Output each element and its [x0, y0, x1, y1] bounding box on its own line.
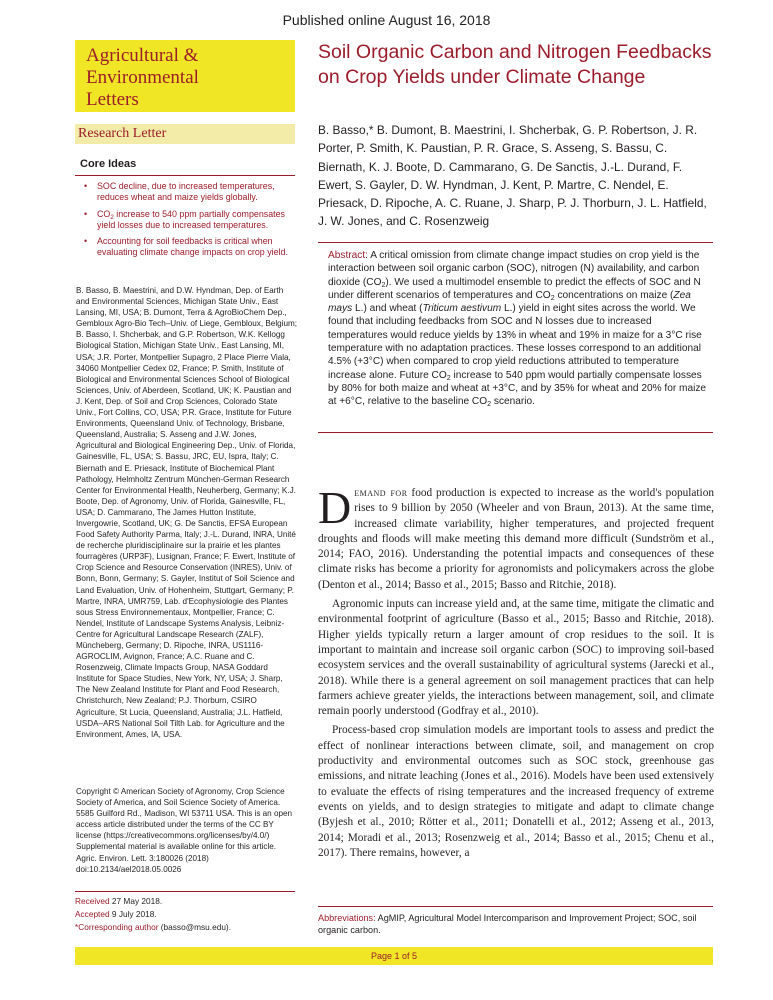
accepted-date: Accepted 9 July 2018. — [75, 909, 157, 919]
published-online-line: Published online August 16, 2018 — [282, 12, 491, 28]
page-number: Page 1 of 5 — [370, 951, 418, 961]
article-title: Soil Organic Carbon and Nitrogen Feedbacks on Crop Yields under Climate Change — [318, 41, 712, 88]
copyright-block — [76, 786, 298, 875]
supplemental-note: Supplemental material is available online for this article. — [76, 842, 277, 852]
copyright-text: Copyright © American Society of Agronomy, Crop Science Society of America, and Soil Science Society of America. 5585 Guilford Rd., Madison, WI 53711 USA. This is an open access article distributed under the terms of the CC BY license (https://creativecommons.org/licenses/by/4.0/) — [76, 787, 293, 841]
abstract-bottom-rule — [318, 432, 713, 433]
core-ideas-list — [84, 181, 296, 264]
drop-cap: D — [318, 482, 352, 533]
core-idea-item: • Accounting for soil feedbacks is critical when evaluating climate change impacts on crop yield. — [84, 236, 288, 258]
author-affiliations: B. Basso, B. Maestrini, and D.W. Hyndman, Dep. of Earth and Environmental Sciences, Michigan State Univ., East Lansing, MI, USA; B. Dumont, Terra & AgroBioChem Dep., Gembloux Agro-Bio Tech–Univ. of Liege, Gembloux, Belgium; B. Basso, I. Shcherbak, and G.P. Robertson, W.K. Kellogg Biological Station, Michigan State Univ., East Lansing, MI, USA; J.R. Porter, Montpellier Supagro, 2 Place Pierre Viala, 34060 Montpellier Cedex 02, France; P. Smith, Institute of Biological and Environmental Sciences School of Biological Sciences, Univ. of Aberdeen, Scotland, UK; K. Paustian and J. Kent, Dep. of Soil and Crop Sciences, Colorado State Univ., Fort Collins, CO, USA; P.R. Grace, Institute for Future Environments, Queensland Univ. of Technology, Brisbane, Queensland, Australia; S. Asseng and J.W. Jones, Agricultural and Biological Engineering Dep., Univ. of Florida, Gainesville, FL, USA; S. Bassu, JRC, EU, Ispra, Italy; C. Biernath and E. Priesack, Institute of Biochemical Plant Pathology, Helmholtz Zentrum München-German Research Center for Environmental Health, Neuherberg, Germany; K.J. Boote, Dep. of Agronomy, Univ. of Florida, Gainesville, FL, USA; D. Cammarano, The James Hutton Institute, Invergowrie, Scotland, UK; G. De Sanctis, EFSA European Food Safety Authority Parma, Italy; J.-L. Durand, INRA, Unité de recherche pluridisciplinaire sur la prairie et les plantes fourragères (URP3F), Lusignan, France; F. Ewert, Institute of Crop Science and Resource Conservation (INRES), Univ. of Bonn, Bonn, Germany; S. Gayler, Institut of Soil Science and Land Evaluation, Univ. of Hohenheim, Stuttgart, Germany; P. Martre, INRA, UMR759, Lab. d'Ecophysiologie des Plantes sous Stress Environnementaux, Montpellier, France; C. Nendel, Institute of Landscape Systems Analysis, Leibniz-Centre for Agricultural Landscape Research (ZALF), Müncheberg, Germany; D. Ripoche, INRA, US1116-AGROCLIM, Avignon, France; A.C. Ruane and C. Rosenzweig, Climate Impacts Group, NASA Goddard Institute for Space Studies, New York, NY, USA; J. Sharp, The New Zealand Institute for Plant and Food Research, Christchurch, New Zealand; P.J. Thorburn, CSIRO Agriculture, St Lucia, Queensland, Australia; J.L. Hatfield, USDA–ARS National Soil Tilth Lab. for Agriculture and the Environment, Ames, IA, USA. — [76, 286, 297, 739]
abstract: Abstract: A critical omission from climate change impact studies on crop yield is the interaction between soil organic carbon (SOC), nitrogen (N) availability, and carbon dioxide $(CO_2)$. We used a multimodel ensemble to predict the effects of SOC and N under different scenarios of temperatures and $CO_2$ concentrations on maize (Zea mays L.) and wheat (Triticum aestivum L.) yield in eight sites across the world. We found that including feedbacks from SOC and N losses due to increased temperatures would reduce yields by 13% in wheat and 19% in maize for a 3°C rise temperature with no adaptation practices. These losses correspond to an additional 4.5% (+3°C) when compared to crop yield reductions attributed to temperature increase alone. Future $CO_2$ increase to 540 ppm would partially compensate losses by 80% for both maize and wheat at +3°C, and by 35% for wheat and 20% for maize at +6°C, relative to the baseline $CO_2$ scenario. — [328, 250, 707, 409]
bullet-icon: • — [84, 208, 88, 219]
journal-name-line3: Letters — [86, 89, 139, 110]
dates-block — [75, 895, 305, 934]
body-paragraph: Process-based crop simulation models are important tools to assess and predict the effect of nonlinear interactions between climate, soil, and management on crop productivity and environmental outcomes such as SOC stock, greenhouse gas emissions, and nitrate leaching (Jones et al., 2016). Models have been used extensively to evaluate the effects of rising temperatures and the increased frequency of extreme events on yields, and to design strategies to mitigate and adapt to climate change (Byjesh et al., 2010; Rötter et al., 2011; Donatelli et al., 2012; Asseng et al., 2013, 2014; Moradi et al., 2013; Rosenzweig et al., 2014; Basso et al., 2015; Chenu et al., 2017). There remains, however, a — [318, 724, 714, 859]
dates-divider — [75, 891, 295, 892]
doi: doi:10.2134/ael2018.05.0026 — [76, 864, 182, 874]
core-idea-item: • $CO_2$ increase to 540 ppm partially compensates yield losses due to increased temperatures. — [84, 208, 285, 230]
core-ideas-heading: Core Ideas — [80, 158, 137, 170]
abstract-top-rule — [318, 242, 713, 243]
author-list: B. Basso,* B. Dumont, B. Maestrini, I. Shcherbak, G. P. Robertson, J. R. Porter, P. Smith, K. Paustian, P. R. Grace, S. Asseng, S. Bassu, C. Biernath, K. J. Boote, D. Cammarano, G. De Sanctis, J.-L. Durand, F. Ewert, S. Gayler, D. W. Hyndman, J. Kent, P. Martre, C. Nendel, E. Priesack, D. Ripoche, A. C. Ruane, J. Sharp, P. J. Thorburn, J. L. Hatfield, J. W. Jones, and C. Rosenzweig — [318, 123, 707, 229]
body-text — [318, 482, 714, 865]
bullet-icon: • — [84, 181, 88, 191]
journal-name-box — [75, 40, 295, 112]
abbreviations: Abbreviations: AgMIP, Agricultural Model Intercomparison and Improvement Project; SOC, soil organic carbon. — [318, 913, 697, 935]
core-idea-item: • SOC decline, due to increased temperatures, reduces wheat and maize yields globally. — [84, 181, 275, 203]
body-paragraph: Demand for food production is expected to increase as the world's population rises to 9 billion by 2050 (Wheeler and von Braun, 2013). At the same time, increased climate variability, higher temperatures, and projected frequent droughts and floods will make meeting this demand more difficult (Sundström et al., 2014; FAO, 2016). Understanding the potential impacts and consequences of these climate risks has become a priority for agronomists and policymakers across the globe (Denton et al., 2014; Basso et al., 2015; Basso and Ritchie, 2018). — [318, 482, 714, 591]
body-paragraph: Agronomic inputs can increase yield and, at the same time, mitigate the climatic and environmental footprint of agriculture (Basso et al., 2015; Basso and Ritchie, 2018). Higher yields typically return a larger amount of crop residues to the soil. It is important to maintain and increase soil organic carbon (SOC) to improving soil-based ecosystem services and the overall sustainability of agricultural systems (Jarecki et al., 2018). While there is a general agreement on soil management practices that can help farmers achieve greater yields, the interactions between management, soil, and climate remain poorly understood (Godfray et al., 2010). — [318, 598, 714, 718]
journal-name-line1: Agricultural & — [86, 45, 199, 66]
abbreviations-rule — [318, 906, 713, 907]
journal-name-line2: Environmental — [86, 67, 199, 88]
citation: Agric. Environ. Lett. 3:180026 (2018) — [76, 853, 209, 863]
article-type-label: Research Letter — [75, 124, 295, 144]
page-footer — [75, 947, 713, 965]
core-ideas-divider — [75, 175, 295, 176]
abstract-label: Abstract: — [328, 250, 368, 261]
bullet-icon: • — [84, 236, 88, 247]
corresponding-author: *Corresponding author (basso@msu.edu). — [75, 922, 232, 932]
received-date: Received 27 May 2018. — [75, 896, 163, 906]
